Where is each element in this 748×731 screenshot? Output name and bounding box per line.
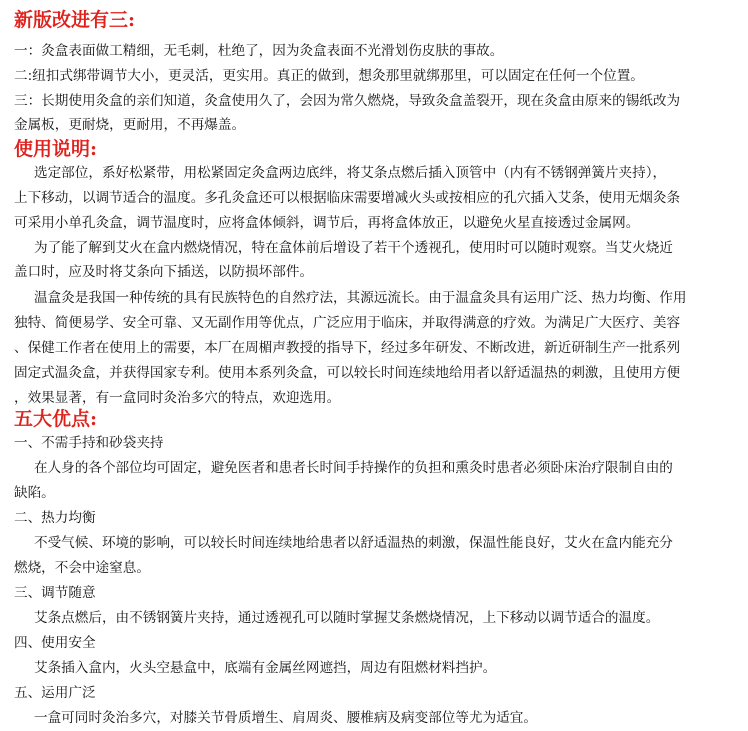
instruction-line: ，效果显著，有一盒同时灸治多穴的特点，欢迎选用。 — [14, 390, 341, 406]
instruction-line: 盖口时，应及时将艾条向下插送，以防损坏部件。 — [14, 264, 314, 280]
advantage-text: 缺陷。 — [14, 485, 55, 501]
improvement-line: 金属板，更耐烧，更耐用，不再爆盖。 — [14, 117, 246, 133]
instruction-line: 温盒灸是我国一种传统的具有民族特色的自然疗法，其源远流长。由于温盒灸具有运用广泛、热力均衡、作用 — [34, 290, 687, 306]
improvement-line: 一：灸盒表面做工精细，无毛刺，杜绝了，因为灸盒表面不光滑划伤皮肤的事故。 — [14, 43, 504, 59]
advantage-title: 五、运用广泛 — [14, 685, 96, 701]
section-heading-instructions: 使用说明: — [14, 138, 98, 160]
advantage-title: 一、不需手持和砂袋夹持 — [14, 435, 164, 451]
instruction-line: 独特、简便易学、安全可靠、又无副作用等优点，广泛应用于临床，并取得满意的疗效。为满足广大医疗、美容 — [14, 315, 681, 331]
advantage-text: 在人身的各个部位均可固定，避免医者和患者长时间手持操作的负担和熏灸时患者必须卧床治疗限制自由的 — [34, 460, 673, 476]
advantage-text: 一盒可同时灸治多穴，对膝关节骨质增生、肩周炎、腰椎病及病变部位等尤为适宜。 — [34, 710, 537, 726]
instruction-line: 可采用小单孔灸盒，调节温度时，应将盒体倾斜，调节后，再将盒体放正，以避免火星直接透过金属网。 — [14, 215, 640, 231]
instruction-line: 固定式温灸盒，并获得国家专利。使用本系列灸盒，可以较长时间连续地给用者以舒适温热的刺激，且使用方便 — [14, 365, 681, 381]
improvement-line: 三：长期使用灸盒的亲们知道，灸盒使用久了，会因为常久燃烧，导致灸盒盖裂开，现在灸盒由原来的锡纸改为 — [14, 93, 681, 109]
section-heading-improvements: 新版改进有三: — [14, 9, 136, 31]
advantage-text: 艾条点燃后，由不锈钢簧片夹持，通过透视孔可以随时掌握艾条燃烧情况，上下移动以调节适合的温度。 — [34, 610, 660, 626]
instruction-line: 为了能了解到艾火在盒内燃烧情况，特在盒体前后增设了若干个透视孔，使用时可以随时观察。当艾火烧近 — [34, 240, 673, 256]
section-heading-advantages: 五大优点: — [14, 408, 98, 430]
instruction-line: 上下移动，以调节适合的温度。多孔灸盒还可以根据临床需要增减火头或按相应的孔穴插入艾条，使用无烟灸条 — [14, 190, 681, 206]
instruction-line: 选定部位，系好松紧带，用松紧固定灸盒两边底绊，将艾条点燃后插入顶管中（内有不锈钢弹簧片夹持）， — [34, 165, 667, 181]
advantage-title: 四、使用安全 — [14, 635, 96, 651]
improvement-line: 二:纽扣式绑带调节大小，更灵活，更实用。真正的做到，想灸那里就绑那里，可以固定在任何一个位置。 — [14, 68, 644, 84]
advantage-text: 燃烧，不会中途窒息。 — [14, 560, 150, 576]
instruction-line: 、保健工作者在使用上的需要，本厂在周楣声教授的指导下，经过多年研发、不断改进，新近研制生产一批系列 — [14, 340, 681, 356]
advantage-text: 不受气候、环境的影响，可以较长时间连续地给患者以舒适温热的刺激，保温性能良好，艾火在盒内能充分 — [34, 535, 673, 551]
advantage-title: 三、调节随意 — [14, 585, 96, 601]
advantage-text: 艾条插入盒内，火头空悬盒中，底端有金属丝网遮挡，周边有阻燃材料挡护。 — [34, 660, 497, 676]
advantage-title: 二、热力均衡 — [14, 510, 96, 526]
